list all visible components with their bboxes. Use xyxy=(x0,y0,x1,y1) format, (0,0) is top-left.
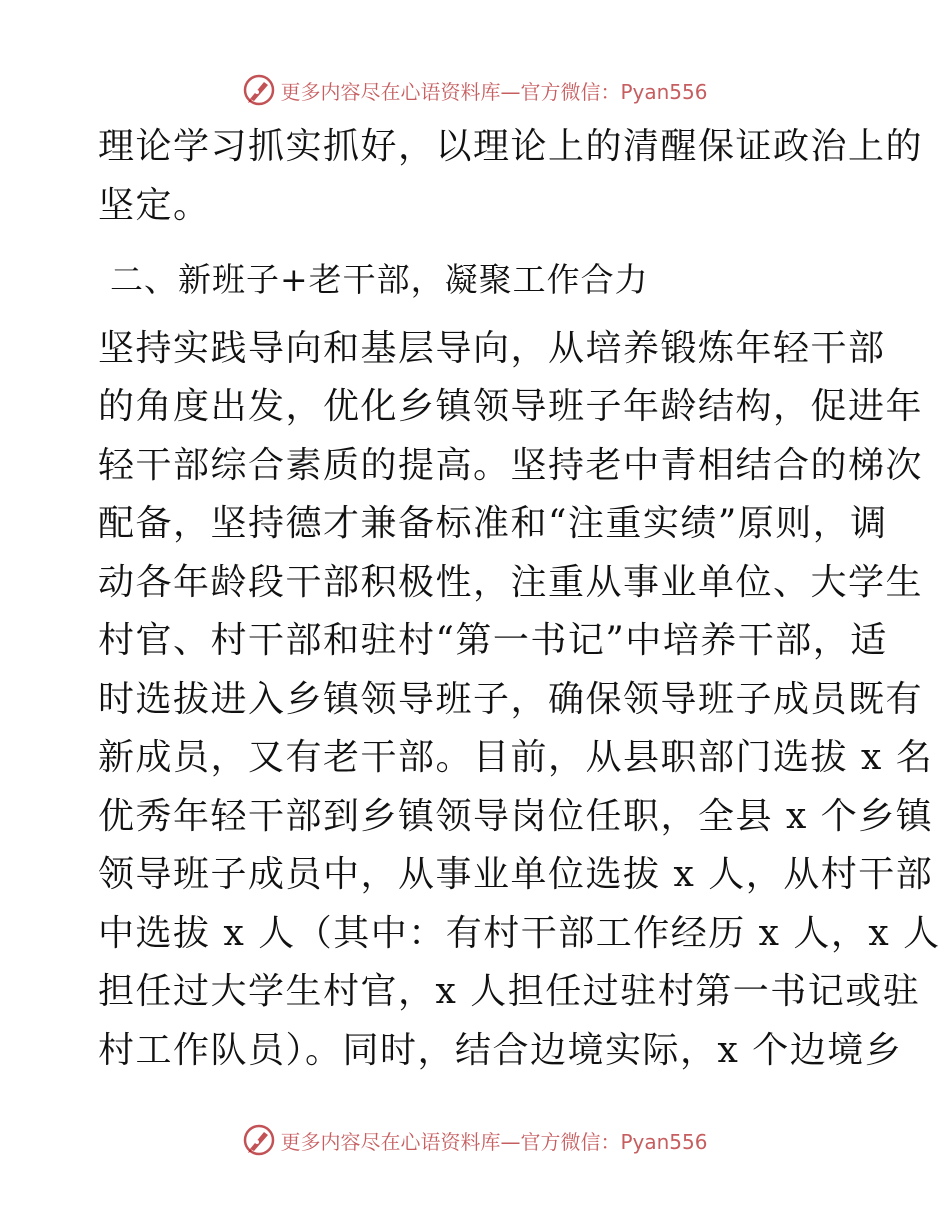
paragraph-line: 村官、村干部和驻村“第一书记”中培养干部，适 xyxy=(98,620,888,661)
header-watermark xyxy=(0,70,950,110)
text-line: 坚定。 xyxy=(98,184,211,226)
pen-logo-icon xyxy=(242,1123,276,1157)
paragraph-line: 村工作队员）。同时，结合边境实际，x 个边境乡 xyxy=(98,1029,903,1071)
paragraph-line: 轻干部综合素质的提高。坚持老中青相结合的梯次 xyxy=(98,444,924,486)
paragraph-line: 动各年龄段干部积极性，注重从事业单位、大学生 xyxy=(98,561,924,603)
paragraph-line: 配备，坚持德才兼备标准和“注重实绩”原则，调 xyxy=(98,503,888,544)
paragraph-line: 担任过大学生村官，x 人担任过驻村第一书记或驻 xyxy=(98,971,921,1012)
watermark-text: 更多内容尽在心语资料库—官方微信：Pyan556 xyxy=(280,1129,708,1154)
paragraph-line: 时选拔进入乡镇领导班子，确保领导班子成员既有 xyxy=(98,678,924,720)
watermark-text: 更多内容尽在心语资料库—官方微信：Pyan556 xyxy=(280,79,708,104)
section-heading: 二、新班子+老干部，凝聚工作合力 xyxy=(110,260,649,299)
paragraph-line: 新成员，又有老干部。目前，从县职部门选拔 x 名 xyxy=(98,737,934,778)
paragraph-line: 优秀年轻干部到乡镇领导岗位任职，全县 x 个乡镇 xyxy=(98,795,934,837)
footer-watermark xyxy=(0,1120,950,1160)
paragraph-line: 中选拔 x 人（其中：有村干部工作经历 x 人，x 人 xyxy=(98,912,941,954)
watermark-group xyxy=(242,73,707,107)
text-line: 理论学习抓实抓好，以理论上的清醒保证政治上的 xyxy=(98,126,924,167)
watermark-group xyxy=(242,1123,707,1157)
document-body xyxy=(98,118,941,1080)
paragraph-line: 的角度出发，优化乡镇领导班子年龄结构，促进年 xyxy=(98,386,924,427)
paragraph-line: 坚持实践导向和基层导向，从培养锻炼年轻干部 xyxy=(98,327,886,369)
paragraph-line: 领导班子成员中，从事业单位选拔 x 人，从村干部 xyxy=(98,854,934,895)
pen-logo-icon xyxy=(242,73,276,107)
